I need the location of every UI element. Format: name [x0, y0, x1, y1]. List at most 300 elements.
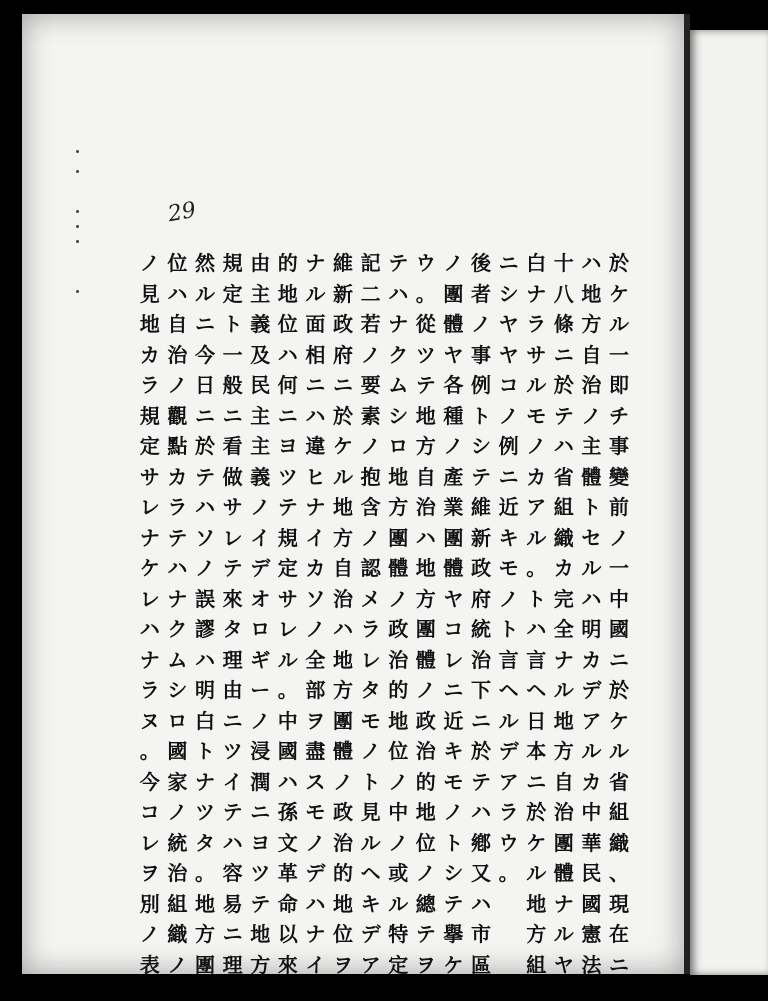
character: ノ [139, 251, 160, 275]
character: 團 [195, 952, 215, 977]
character: 統 [471, 617, 491, 641]
character: ナ [553, 891, 574, 916]
character: カ [553, 556, 574, 580]
character: ニ [526, 769, 547, 794]
character: 定 [277, 556, 298, 580]
character: ハ [526, 617, 547, 641]
character: 二 [360, 281, 381, 306]
character: ノ [581, 403, 602, 428]
character: ラ [139, 373, 160, 397]
character: 地 [415, 556, 436, 580]
character: ヲ [139, 861, 160, 885]
character: ル [360, 830, 381, 855]
character: ヨ [277, 434, 298, 458]
character: 業 [443, 495, 464, 519]
character: 團 [388, 525, 409, 550]
text-column [551, 248, 577, 980]
character: 白 [195, 708, 215, 733]
character: タ [222, 617, 243, 641]
character: 市 [471, 922, 491, 946]
character: 統 [167, 830, 188, 855]
character: ノ [360, 739, 381, 763]
text-column [275, 248, 301, 980]
character: 規 [139, 403, 160, 428]
character: 革 [277, 861, 298, 885]
character: 本 [526, 739, 547, 763]
character: 容 [222, 861, 243, 885]
character: 擧 [443, 922, 464, 946]
character: 地 [581, 281, 602, 306]
character: 政 [471, 556, 491, 580]
character: レ [139, 830, 160, 855]
character: ノ [388, 586, 409, 611]
character: 盡 [305, 739, 326, 763]
character: ニ [498, 464, 519, 489]
character: ナ [305, 495, 326, 519]
character: 見 [360, 800, 381, 824]
character: 要 [360, 373, 381, 397]
character: 定 [222, 281, 243, 306]
character: 浸 [250, 739, 271, 763]
character: ノ [305, 617, 326, 641]
character: 體 [415, 647, 436, 672]
character: コ [498, 373, 519, 397]
character: 家 [167, 769, 188, 794]
character: 體 [443, 556, 464, 580]
character: 白 [526, 251, 547, 275]
character: ハ [277, 769, 298, 794]
character: ナ [167, 586, 188, 611]
character: ア [526, 495, 547, 519]
character: 主 [250, 434, 271, 458]
character: シ [167, 678, 188, 702]
character: 中 [581, 800, 602, 824]
character: ル [526, 373, 547, 397]
character: 。 [526, 556, 547, 580]
text-column [137, 248, 163, 980]
character: ハ [305, 891, 326, 916]
character: ナ [195, 769, 215, 794]
character: 特 [388, 922, 409, 946]
character: 中 [277, 708, 298, 733]
character: デ [250, 556, 271, 580]
character: ク [167, 617, 188, 641]
character: ニ [609, 952, 629, 977]
character: ロ [250, 617, 271, 641]
character: タ [360, 678, 381, 702]
character: 者 [471, 281, 491, 306]
character: ト [443, 830, 464, 855]
character: ツ [195, 800, 215, 824]
text-column [413, 248, 439, 980]
character: 方 [415, 434, 436, 458]
character: 治 [471, 647, 491, 672]
character: 義 [250, 464, 271, 489]
character: カ [305, 556, 326, 580]
character: テ [553, 403, 574, 428]
character: ノ [167, 373, 188, 397]
character: 於 [333, 403, 353, 428]
character: 地 [526, 891, 547, 916]
character: 別 [139, 891, 160, 916]
character: 體 [443, 312, 464, 336]
character: 又 [471, 861, 491, 885]
character: キ [498, 525, 519, 550]
character: 位 [277, 312, 298, 336]
character: ヘ [360, 861, 381, 885]
character: 全 [305, 647, 326, 672]
character: 方 [553, 739, 574, 763]
character: 體 [581, 464, 602, 489]
character: ラ [498, 800, 519, 824]
character: 來 [277, 952, 298, 977]
character: 位 [333, 922, 353, 946]
character: カ [167, 464, 188, 489]
character: 由 [222, 678, 243, 702]
character: 府 [333, 342, 353, 367]
character: 地 [415, 800, 436, 824]
character: レ [139, 586, 160, 611]
character: 面 [305, 312, 326, 336]
character: ノ [360, 525, 381, 550]
character: ハ [333, 617, 353, 641]
character: ニ [609, 647, 629, 672]
character: ル [581, 556, 602, 580]
character: ー [250, 678, 271, 702]
character: ギ [250, 647, 271, 672]
character: ノ [167, 952, 188, 977]
character: ア [581, 708, 602, 733]
character: ル [553, 922, 574, 946]
character: 方 [333, 678, 353, 702]
character: 主 [581, 434, 602, 458]
character: 地 [415, 403, 436, 428]
character: ニ [250, 800, 271, 824]
character: 各 [443, 373, 464, 397]
character: ル [333, 464, 353, 489]
character: レ [443, 647, 464, 672]
character: 易 [222, 891, 243, 916]
character: 團 [333, 708, 353, 733]
character: 由 [250, 251, 271, 275]
character: 含 [360, 495, 381, 519]
margin-marks [76, 150, 80, 300]
character: ハ [581, 251, 602, 275]
character: ラ [139, 678, 160, 702]
character: 何 [277, 373, 298, 397]
character: テ [415, 922, 436, 946]
character: 變 [609, 464, 629, 489]
character: ヲ [333, 952, 353, 977]
character: 以 [277, 922, 298, 946]
character: ケ [526, 830, 547, 855]
character: 國 [167, 739, 188, 763]
character: 團 [415, 617, 436, 641]
character: ヲ [415, 952, 436, 977]
character: 抱 [360, 464, 381, 489]
text-column [468, 248, 494, 980]
character: 主 [250, 281, 271, 306]
character: テ [471, 769, 491, 794]
text-column [220, 248, 246, 980]
character: ハ [167, 556, 188, 580]
character: ル [526, 861, 547, 885]
character: 言 [498, 647, 519, 672]
character: 一 [222, 342, 243, 367]
character: 憲 [581, 922, 602, 946]
character: 治 [553, 800, 574, 824]
character: 政 [415, 708, 436, 733]
character: 地 [333, 647, 353, 672]
text-column [247, 248, 273, 980]
character: シ [443, 861, 464, 885]
character: 國 [581, 891, 602, 916]
character: モ [305, 800, 326, 824]
character: 主 [250, 403, 271, 428]
character: ヘ [498, 678, 519, 702]
character: 方 [195, 922, 215, 946]
character: 今 [139, 769, 160, 794]
character: ト [498, 617, 519, 641]
character: テ [167, 525, 188, 550]
character: 的 [333, 861, 353, 885]
character: 方 [581, 312, 602, 336]
character: ケ [139, 556, 160, 580]
character: ル [581, 739, 602, 763]
page-number: 29 [166, 197, 198, 228]
character: コ [443, 617, 464, 641]
character: ロ [388, 434, 409, 458]
character: ヲ [305, 708, 326, 733]
character: カ [581, 647, 602, 672]
character: イ [250, 525, 271, 550]
character: ム [388, 373, 409, 397]
character: 於 [609, 251, 629, 275]
character: カ [526, 464, 547, 489]
character: レ [277, 617, 298, 641]
character: ノ [443, 251, 464, 275]
character: ニ [222, 922, 243, 946]
character: 定 [388, 952, 409, 977]
character: 體 [333, 739, 353, 763]
character: ム [167, 647, 188, 672]
character: ト [471, 403, 491, 428]
text-column [523, 248, 549, 980]
character: テ [222, 556, 243, 580]
character: 理 [222, 952, 243, 977]
character: ル [305, 281, 326, 306]
character: ケ [609, 281, 629, 306]
character: ハ [388, 281, 409, 306]
character: 法 [581, 952, 602, 977]
character: ア [498, 769, 519, 794]
character: ナ [139, 647, 160, 672]
character: モ [498, 556, 519, 580]
character: 位 [415, 830, 436, 855]
character: 方 [526, 922, 547, 946]
character: 日 [195, 373, 215, 397]
character: 。 [195, 861, 215, 885]
character: 體 [388, 556, 409, 580]
character: ヘ [526, 678, 547, 702]
character: テ [388, 251, 409, 275]
character: ソ [195, 525, 215, 550]
text-column [496, 248, 522, 889]
character: 全 [553, 617, 574, 641]
character: 組 [526, 952, 547, 977]
character: 地 [195, 891, 215, 916]
character: ノ [250, 495, 271, 519]
character: ノ [360, 342, 381, 367]
character: 自 [415, 464, 436, 489]
character: 誤 [195, 586, 215, 611]
character: 方 [250, 952, 271, 977]
character: 新 [333, 281, 353, 306]
text-column [358, 248, 384, 980]
text-column [302, 248, 328, 980]
character: 的 [277, 251, 298, 275]
character: 織 [553, 525, 574, 550]
character: 八 [553, 281, 574, 306]
character: 地 [553, 708, 574, 733]
character: 見 [139, 281, 160, 306]
character: ニ [333, 373, 353, 397]
character: 織 [167, 922, 188, 946]
character: 今 [195, 342, 215, 367]
character: モ [360, 708, 381, 733]
character: 產 [443, 464, 464, 489]
character: 於 [471, 739, 491, 763]
character: ハ [195, 495, 215, 519]
character: ト [526, 586, 547, 611]
character: 民 [250, 373, 271, 397]
character: 表 [139, 952, 160, 977]
character: 從 [415, 312, 436, 336]
character: ソ [305, 586, 326, 611]
character: シ [498, 281, 519, 306]
character: 在 [609, 922, 629, 946]
character: 例 [471, 373, 491, 397]
character: ウ [415, 251, 436, 275]
character: チ [609, 403, 629, 428]
character: ノ [333, 769, 353, 794]
character: 於 [195, 434, 215, 458]
character: 近 [498, 495, 519, 519]
character: ウ [498, 830, 519, 855]
character: 位 [167, 251, 188, 275]
text-column [578, 248, 604, 980]
character: ツ [222, 739, 243, 763]
character: シ [471, 434, 491, 458]
character: ニ [195, 312, 215, 336]
character: 明 [581, 617, 602, 641]
character: ニ [277, 403, 298, 428]
character: 記 [360, 251, 381, 275]
character: 治 [388, 647, 409, 672]
character: サ [139, 464, 160, 489]
character: ル [498, 708, 519, 733]
character: レ [222, 525, 243, 550]
character: テ [443, 891, 464, 916]
character: ル [609, 312, 629, 336]
character: ヌ [139, 708, 160, 733]
character: 方 [388, 495, 409, 519]
character: 言 [526, 647, 547, 672]
character: 部 [305, 678, 326, 702]
character: ニ [222, 403, 243, 428]
character: 自 [581, 342, 602, 367]
character: 看 [222, 434, 243, 458]
character: ト [581, 495, 602, 519]
character: ル [553, 678, 574, 702]
character: レ [360, 647, 381, 672]
character: デ [581, 678, 602, 702]
character: ノ [443, 434, 464, 458]
character: ハ [139, 617, 160, 641]
character: 自 [553, 769, 574, 794]
character: 素 [360, 403, 381, 428]
character: 規 [277, 525, 298, 550]
character: ノ [360, 434, 381, 458]
character: 十 [553, 251, 574, 275]
character: ル [195, 281, 215, 306]
character: ツ [277, 464, 298, 489]
character: 中 [609, 586, 629, 611]
character: 自 [167, 312, 188, 336]
character: ヤ [498, 342, 519, 367]
character: セ [581, 525, 602, 550]
character: 團 [443, 525, 464, 550]
character: ア [360, 952, 381, 977]
character: 點 [167, 434, 188, 458]
character: 府 [471, 586, 491, 611]
character: ハ [471, 891, 491, 916]
character: ラ [526, 312, 547, 336]
character: 政 [333, 312, 353, 336]
character: ロ [167, 708, 188, 733]
character: 團 [443, 281, 464, 306]
character: 地 [388, 708, 409, 733]
character: メ [360, 586, 381, 611]
character: 維 [333, 251, 353, 275]
character: 。 [498, 861, 519, 885]
text-column [330, 248, 356, 980]
character: 現 [609, 891, 629, 916]
character: オ [250, 586, 271, 611]
character: ノ [250, 708, 271, 733]
character: 方 [415, 586, 436, 611]
character: 體 [553, 861, 574, 885]
character: 省 [609, 769, 629, 794]
character: 國 [609, 617, 629, 641]
character: 國 [277, 739, 298, 763]
character: 事 [471, 342, 491, 367]
character: ハ [195, 647, 215, 672]
character: シ [388, 403, 409, 428]
character: ノ [498, 403, 519, 428]
character: ニ [443, 678, 464, 702]
character: 前 [609, 495, 629, 519]
character: 位 [388, 739, 409, 763]
character: 地 [250, 922, 271, 946]
character: 方 [333, 525, 353, 550]
facing-page [690, 30, 768, 975]
character: 定 [139, 434, 160, 458]
character: 觀 [167, 403, 188, 428]
character: 若 [360, 312, 381, 336]
character: 治 [333, 830, 353, 855]
character: 地 [139, 312, 160, 336]
